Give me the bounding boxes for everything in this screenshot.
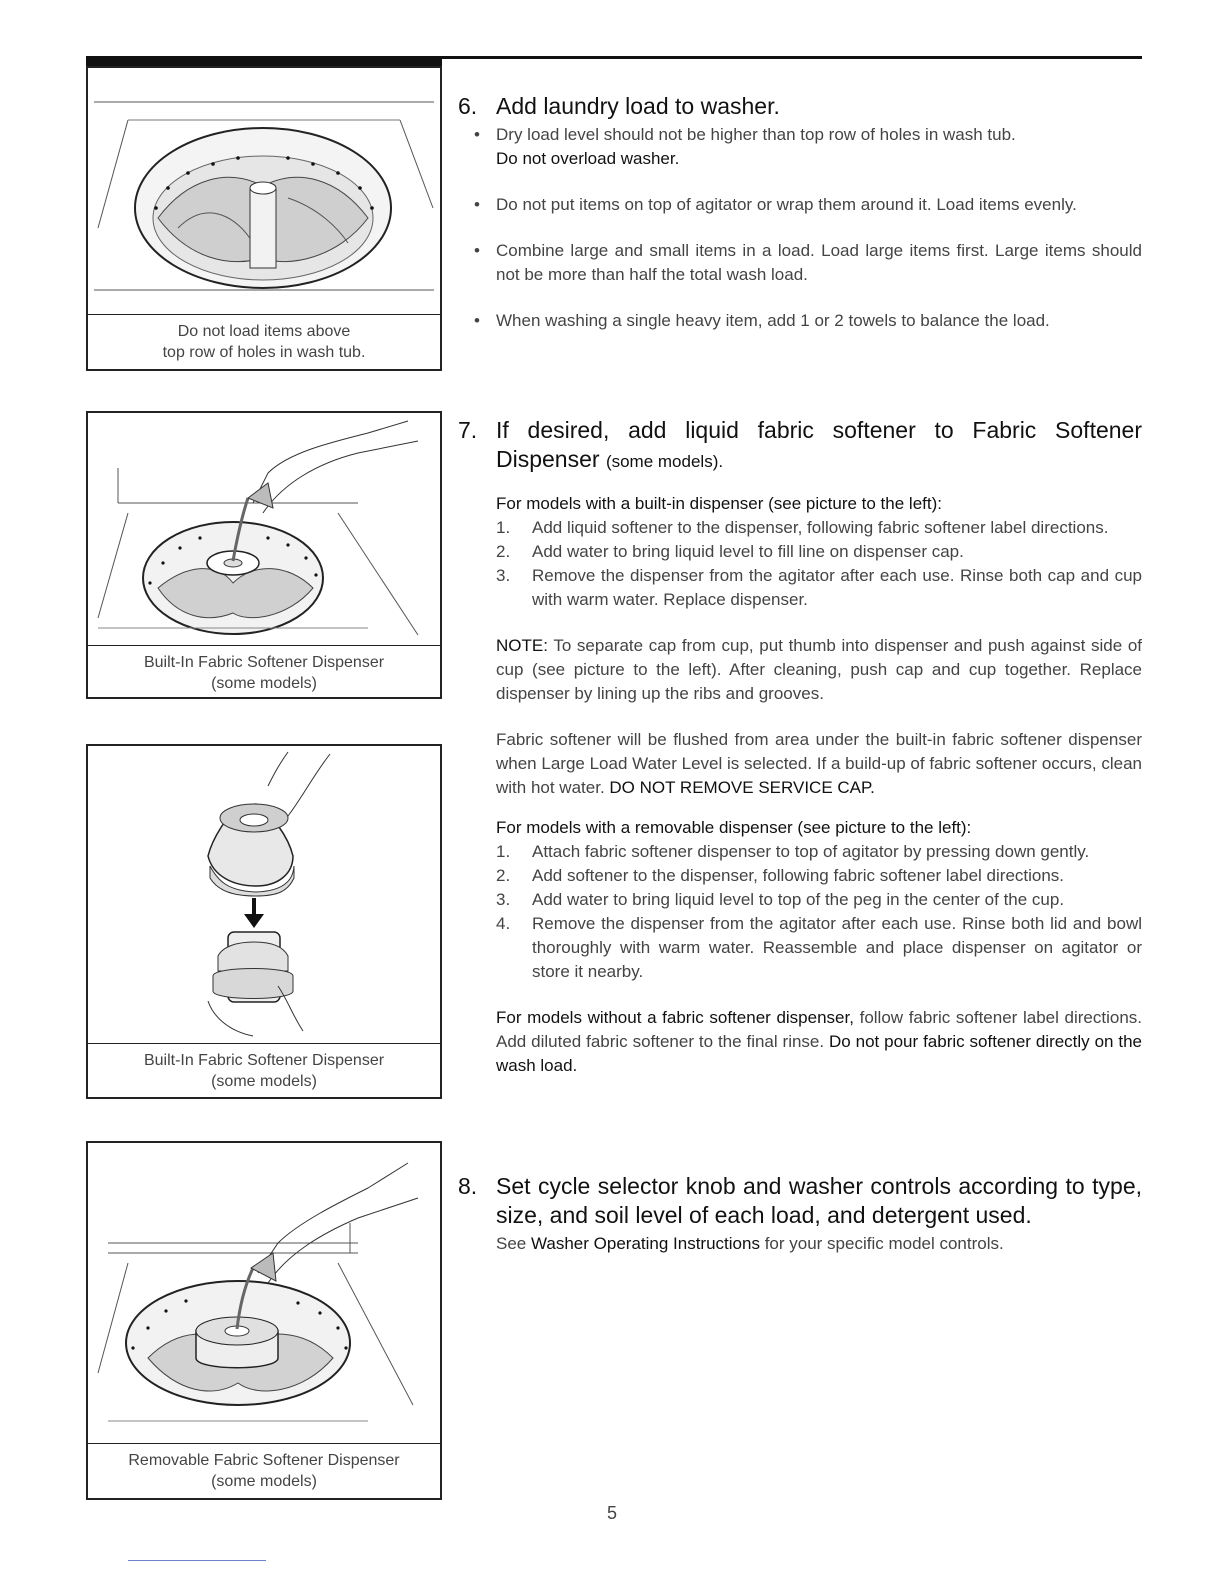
figure-wash-tub-load — [86, 66, 442, 371]
list-item: 4. Remove the dispenser from the agitator after each use. Rinse both lid and bowl thoroughly with warm water. Reassemble and place dispenser on agitator or store it nearby. — [496, 914, 1142, 981]
bullet-heavy-item: • When washing a single heavy item, add 1 or 2 towels to balance the load. — [496, 309, 1142, 333]
flush-paragraph: Fabric softener will be flushed from area under the built-in fabric softener dispenser when Large Load Water Level is selected. If a build-up of fabric softener occurs, clean with hot water. DO NOT REMOVE SERVICE CAP. — [496, 730, 1142, 797]
list-item: 3. Remove the dispenser from the agitator after each use. Rinse both cap and cup with warm water. Replace dispenser. — [496, 566, 1142, 609]
bullet-agitator: • Do not put items on top of agitator or wrap them around it. Load items evenly. — [496, 193, 1142, 217]
bullet-combine-items: • Combine large and small items in a load. Load large items first. Large items should not be more than half the total wash load. — [496, 239, 1142, 287]
without-dispenser-paragraph: For models without a fabric softener dispenser, follow fabric softener label directions. Add diluted fabric softener to the final rinse. Do not pour fabric softener directly on the wash load. — [496, 1008, 1143, 1075]
wash-tub-illustration — [88, 68, 440, 315]
builtin-steps — [496, 516, 1142, 612]
figure-caption: Built-In Fabric Softener Dispenser (some models) — [143, 1052, 385, 1090]
pouring-softener-illustration — [88, 413, 440, 646]
list-item: 3. Add water to bring liquid level to top of the peg in the center of the cup. — [496, 890, 1065, 909]
figure-dispenser-cap-cup — [86, 744, 442, 1099]
figure-builtin-dispenser-pour — [86, 411, 442, 699]
step-6 — [458, 92, 1142, 355]
step-6-heading: 6. Add laundry load to washer. — [458, 93, 780, 119]
note-paragraph: NOTE: To separate cap from cup, put thumb into dispenser and push against side of cup (see picture to the left). After cleaning, push cap and cup together. Replace dispenser by lining up the ribs and grooves. — [496, 636, 1142, 703]
step-8 — [458, 1172, 1142, 1256]
figure-caption: Removable Fabric Softener Dispenser (some models) — [128, 1452, 400, 1490]
step-8-body: See Washer Operating Instructions for your specific model controls. — [496, 1234, 1004, 1253]
list-item: 2. Add softener to the dispenser, following fabric softener label directions. — [496, 866, 1065, 885]
removable-dispenser-illustration — [88, 1143, 440, 1444]
step-7-body — [458, 492, 1142, 1078]
figure-caption: Do not load items above top row of holes in wash tub. — [162, 323, 366, 361]
builtin-heading: For models with a built-in dispenser (see picture to the left): — [496, 494, 942, 513]
removable-heading: For models with a removable dispenser (see picture to the left): — [496, 818, 972, 837]
figure-removable-dispenser — [86, 1141, 442, 1500]
page-number: 5 — [606, 1503, 617, 1523]
removable-steps — [496, 840, 1142, 984]
step-7-heading: 7. If desired, add liquid fabric softener to Fabric Softener Dispenser (some models). — [458, 417, 1142, 472]
step-8-heading: 8. Set cycle selector knob and washer controls according to type, size, and soil level of each load, and detergent used. — [458, 1173, 1142, 1228]
step-6-bullets — [458, 123, 1142, 333]
list-item: 1. Add liquid softener to the dispenser, following fabric softener label directions. — [496, 518, 1109, 537]
figure-caption: Built-In Fabric Softener Dispenser (some models) — [143, 654, 385, 692]
bullet-load-level: • Dry load level should not be higher than top row of holes in wash tub. Do not overload washer. — [496, 123, 1142, 171]
footer-line — [128, 1560, 266, 1561]
step-7 — [458, 416, 1142, 1078]
cap-and-cup-illustration — [88, 746, 440, 1044]
list-item: 1. Attach fabric softener dispenser to top of agitator by pressing down gently. — [496, 842, 1090, 861]
list-item: 2. Add water to bring liquid level to fill line on dispenser cap. — [496, 542, 964, 561]
